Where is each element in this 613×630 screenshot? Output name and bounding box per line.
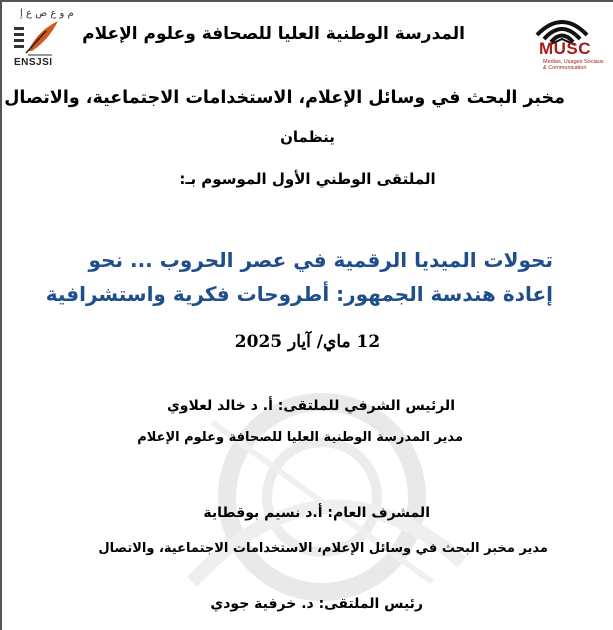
general-supervisor: المشرف العام: أ.د نسيم بوقطاية <box>203 505 430 521</box>
forum-date: 12 ماي/ آيار 2025 <box>234 332 381 352</box>
forum-title-line-2: إعادة هندسة الجمهور: أطروحات فكرية واستشرافية <box>45 282 553 306</box>
musc-title: MUSC <box>538 39 591 58</box>
watermark-graphic <box>172 382 472 612</box>
school-name: المدرسة الوطنية العليا للصحافة وعلوم الإعلام <box>82 24 465 44</box>
forum-title-line-1: تحولات الميديا الرقمية في عصر الحروب ... نحو <box>88 248 553 272</box>
honorary-president: الرئيس الشرفي للملتقى: أ. د خالد لعلاوي <box>166 398 455 414</box>
ensjsi-label: ENSJSI <box>14 57 53 68</box>
forum-intro: الملتقى الوطني الأول الموسوم بـ: <box>179 170 436 188</box>
organizes-text: ينظمان <box>280 128 335 146</box>
honorary-president-role: مدير المدرسة الوطنية العليا للصحافة وعلوم الإعلام <box>137 430 463 445</box>
lab-name: مخبر البحث في وسائل الإعلام، الاستخدامات الاجتماعية، والاتصال <box>4 88 565 108</box>
ensjsi-arabic-abbrev: م و ع ص ع إ <box>20 8 74 19</box>
general-supervisor-role: مدير مخبر البحث في وسائل الإعلام، الاستخدامات الاجتماعية، والاتصال <box>98 541 548 556</box>
musc-subtitle: Medias, Usages Sociaux & Communication <box>543 59 604 71</box>
forum-chair: رئيس الملتقى: د. خرفية جودي <box>210 596 423 612</box>
